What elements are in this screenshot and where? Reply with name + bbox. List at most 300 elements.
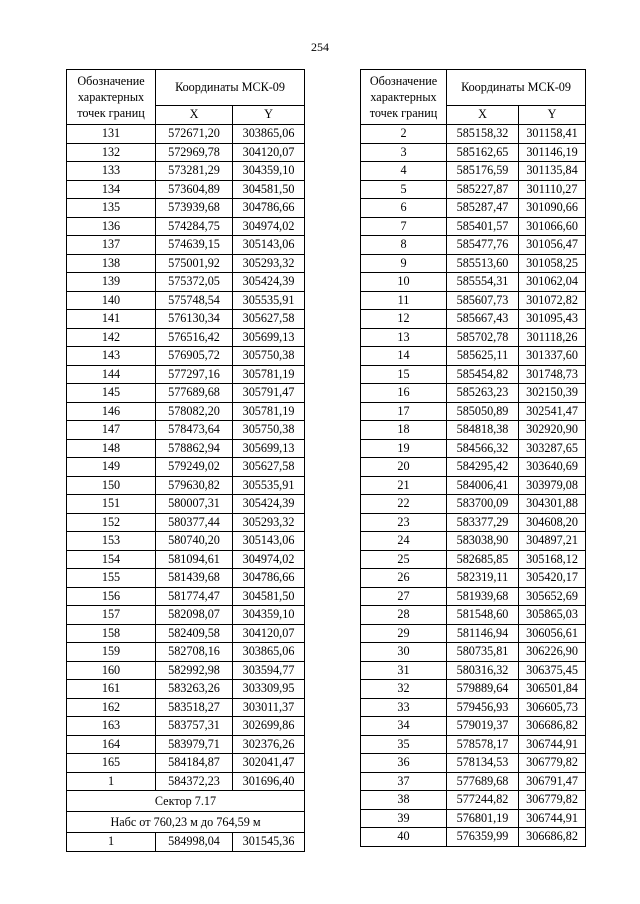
table-row (67, 624, 305, 643)
table-row (67, 254, 305, 273)
x-coordinate-cell: 584372,23 (156, 772, 233, 791)
x-coordinate-cell: 576801,19 (447, 809, 519, 828)
y-coordinate-cell: 304359,10 (233, 162, 305, 181)
table-row (67, 125, 305, 144)
x-coordinate-cell: 580007,31 (156, 495, 233, 514)
table-row (361, 735, 586, 754)
point-number-cell: 6 (361, 199, 447, 218)
x-coordinate-cell: 585667,43 (447, 310, 519, 329)
y-coordinate-cell: 304120,07 (233, 624, 305, 643)
table-row (67, 199, 305, 218)
x-coordinate-cell: 573939,68 (156, 199, 233, 218)
header-coordinates: Координаты МСК-09 (447, 70, 586, 106)
y-coordinate-cell: 305699,13 (233, 439, 305, 458)
table-row (361, 532, 586, 551)
x-coordinate-cell: 581146,94 (447, 624, 519, 643)
x-coordinate-cell: 583377,29 (447, 513, 519, 532)
point-number-cell: 38 (361, 791, 447, 810)
point-number-cell: 149 (67, 458, 156, 477)
y-coordinate-cell: 306791,47 (519, 772, 586, 791)
point-number-cell: 10 (361, 273, 447, 292)
point-number-cell: 143 (67, 347, 156, 366)
point-number-cell: 29 (361, 624, 447, 643)
x-coordinate-cell: 580735,81 (447, 643, 519, 662)
header-y: Y (519, 105, 586, 124)
y-coordinate-cell: 302541,47 (519, 402, 586, 421)
x-coordinate-cell: 574284,75 (156, 217, 233, 236)
table-row (67, 833, 305, 852)
point-number-cell: 160 (67, 661, 156, 680)
y-coordinate-cell: 301056,47 (519, 236, 586, 255)
x-coordinate-cell: 577689,68 (447, 772, 519, 791)
y-coordinate-cell: 301545,36 (233, 833, 305, 852)
table-row (361, 125, 586, 144)
table-row (67, 476, 305, 495)
y-coordinate-cell: 301066,60 (519, 217, 586, 236)
coordinates-table-right (360, 69, 586, 847)
x-coordinate-cell: 579249,02 (156, 458, 233, 477)
x-coordinate-cell: 575748,54 (156, 291, 233, 310)
table-row (67, 217, 305, 236)
point-number-cell: 13 (361, 328, 447, 347)
y-coordinate-cell: 305627,58 (233, 310, 305, 329)
x-coordinate-cell: 585176,59 (447, 162, 519, 181)
point-number-cell: 153 (67, 532, 156, 551)
x-coordinate-cell: 584184,87 (156, 754, 233, 773)
y-coordinate-cell: 306375,45 (519, 661, 586, 680)
y-coordinate-cell: 305781,19 (233, 365, 305, 384)
point-number-cell: 14 (361, 347, 447, 366)
table-row (67, 236, 305, 255)
table-row (361, 402, 586, 421)
x-coordinate-cell: 582409,58 (156, 624, 233, 643)
table-row (361, 143, 586, 162)
y-coordinate-cell: 303865,06 (233, 125, 305, 144)
y-coordinate-cell: 302150,39 (519, 384, 586, 403)
y-coordinate-cell: 302920,90 (519, 421, 586, 440)
y-coordinate-cell: 306686,82 (519, 828, 586, 847)
table-row (361, 754, 586, 773)
table-row (361, 698, 586, 717)
table-row (67, 717, 305, 736)
point-number-cell: 3 (361, 143, 447, 162)
table-row (361, 791, 586, 810)
x-coordinate-cell: 578578,17 (447, 735, 519, 754)
y-coordinate-cell: 304974,02 (233, 550, 305, 569)
table-row (67, 754, 305, 773)
point-number-cell: 8 (361, 236, 447, 255)
y-coordinate-cell: 305293,32 (233, 513, 305, 532)
x-coordinate-cell: 585401,57 (447, 217, 519, 236)
x-coordinate-cell: 578473,64 (156, 421, 233, 440)
y-coordinate-cell: 305424,39 (233, 273, 305, 292)
y-coordinate-cell: 304897,21 (519, 532, 586, 551)
x-coordinate-cell: 585625,11 (447, 347, 519, 366)
sector-title: Сектор 7.17 (67, 791, 305, 812)
x-coordinate-cell: 585454,82 (447, 365, 519, 384)
header-point-designation: Обозначение характерных точек границ (361, 70, 447, 125)
point-number-cell: 140 (67, 291, 156, 310)
x-coordinate-cell: 572969,78 (156, 143, 233, 162)
x-coordinate-cell: 575001,92 (156, 254, 233, 273)
y-coordinate-cell: 303011,37 (233, 698, 305, 717)
y-coordinate-cell: 305627,58 (233, 458, 305, 477)
y-coordinate-cell: 306744,91 (519, 809, 586, 828)
y-coordinate-cell: 303865,06 (233, 643, 305, 662)
table-row (67, 532, 305, 551)
x-coordinate-cell: 585162,65 (447, 143, 519, 162)
point-number-cell: 23 (361, 513, 447, 532)
x-coordinate-cell: 579019,37 (447, 717, 519, 736)
table-row (361, 310, 586, 329)
table-row (361, 439, 586, 458)
x-coordinate-cell: 580316,32 (447, 661, 519, 680)
point-number-cell: 144 (67, 365, 156, 384)
x-coordinate-cell: 584818,38 (447, 421, 519, 440)
table-body (67, 833, 305, 852)
x-coordinate-cell: 584006,41 (447, 476, 519, 495)
y-coordinate-cell: 306686,82 (519, 717, 586, 736)
x-coordinate-cell: 581774,47 (156, 587, 233, 606)
x-coordinate-cell: 575372,05 (156, 273, 233, 292)
point-number-cell: 1 (67, 772, 156, 791)
x-coordinate-cell: 580740,20 (156, 532, 233, 551)
table-row (361, 291, 586, 310)
point-number-cell: 145 (67, 384, 156, 403)
x-coordinate-cell: 578134,53 (447, 754, 519, 773)
y-coordinate-cell: 305143,06 (233, 532, 305, 551)
x-coordinate-cell: 585607,73 (447, 291, 519, 310)
x-coordinate-cell: 574639,15 (156, 236, 233, 255)
table-row (361, 273, 586, 292)
table-row (361, 772, 586, 791)
y-coordinate-cell: 301062,04 (519, 273, 586, 292)
x-coordinate-cell: 577297,16 (156, 365, 233, 384)
y-coordinate-cell: 304120,07 (233, 143, 305, 162)
table-row (361, 384, 586, 403)
y-coordinate-cell: 304581,50 (233, 587, 305, 606)
x-coordinate-cell: 585263,23 (447, 384, 519, 403)
point-number-cell: 33 (361, 698, 447, 717)
y-coordinate-cell: 304608,20 (519, 513, 586, 532)
x-coordinate-cell: 583757,31 (156, 717, 233, 736)
point-number-cell: 135 (67, 199, 156, 218)
y-coordinate-cell: 304581,50 (233, 180, 305, 199)
point-number-cell: 24 (361, 532, 447, 551)
table-row (67, 291, 305, 310)
point-number-cell: 37 (361, 772, 447, 791)
y-coordinate-cell: 305143,06 (233, 236, 305, 255)
y-coordinate-cell: 301748,73 (519, 365, 586, 384)
y-coordinate-cell: 305420,17 (519, 569, 586, 588)
x-coordinate-cell: 583263,26 (156, 680, 233, 699)
point-number-cell: 152 (67, 513, 156, 532)
point-number-cell: 4 (361, 162, 447, 181)
table-row (361, 661, 586, 680)
y-coordinate-cell: 302041,47 (233, 754, 305, 773)
y-coordinate-cell: 305699,13 (233, 328, 305, 347)
x-coordinate-cell: 576359,99 (447, 828, 519, 847)
table-row (361, 458, 586, 477)
y-coordinate-cell: 301090,66 (519, 199, 586, 218)
x-coordinate-cell: 576905,72 (156, 347, 233, 366)
y-coordinate-cell: 302699,86 (233, 717, 305, 736)
x-coordinate-cell: 581439,68 (156, 569, 233, 588)
x-coordinate-cell: 585227,87 (447, 180, 519, 199)
point-number-cell: 30 (361, 643, 447, 662)
point-number-cell: 25 (361, 550, 447, 569)
y-coordinate-cell: 306779,82 (519, 754, 586, 773)
y-coordinate-cell: 305168,12 (519, 550, 586, 569)
point-number-cell: 161 (67, 680, 156, 699)
x-coordinate-cell: 581939,68 (447, 587, 519, 606)
x-coordinate-cell: 583700,09 (447, 495, 519, 514)
x-coordinate-cell: 581094,61 (156, 550, 233, 569)
table-row (361, 513, 586, 532)
point-number-cell: 34 (361, 717, 447, 736)
point-number-cell: 40 (361, 828, 447, 847)
table-row (67, 587, 305, 606)
y-coordinate-cell: 306779,82 (519, 791, 586, 810)
table-row (361, 569, 586, 588)
sector-block (67, 791, 305, 833)
table-row (361, 587, 586, 606)
y-coordinate-cell: 301058,25 (519, 254, 586, 273)
y-coordinate-cell: 301135,84 (519, 162, 586, 181)
y-coordinate-cell: 301158,41 (519, 125, 586, 144)
x-coordinate-cell: 585702,78 (447, 328, 519, 347)
y-coordinate-cell: 301337,60 (519, 347, 586, 366)
point-number-cell: 146 (67, 402, 156, 421)
point-number-cell: 150 (67, 476, 156, 495)
x-coordinate-cell: 585050,89 (447, 402, 519, 421)
table-row (67, 643, 305, 662)
y-coordinate-cell: 301146,19 (519, 143, 586, 162)
x-coordinate-cell: 577244,82 (447, 791, 519, 810)
y-coordinate-cell: 305652,69 (519, 587, 586, 606)
x-coordinate-cell: 579630,82 (156, 476, 233, 495)
table-row (361, 328, 586, 347)
x-coordinate-cell: 585513,60 (447, 254, 519, 273)
y-coordinate-cell: 301110,27 (519, 180, 586, 199)
header-point-designation: Обозначение характерных точек границ (67, 70, 156, 125)
point-number-cell: 156 (67, 587, 156, 606)
point-number-cell: 21 (361, 476, 447, 495)
table-row (67, 550, 305, 569)
coordinates-table-left (66, 69, 305, 852)
x-coordinate-cell: 583038,90 (447, 532, 519, 551)
point-number-cell: 137 (67, 236, 156, 255)
header-coordinates: Координаты МСК-09 (156, 70, 305, 106)
y-coordinate-cell: 305750,38 (233, 347, 305, 366)
y-coordinate-cell: 305865,03 (519, 606, 586, 625)
point-number-cell: 158 (67, 624, 156, 643)
point-number-cell: 154 (67, 550, 156, 569)
table-row (361, 476, 586, 495)
table-row (67, 273, 305, 292)
table-row (67, 458, 305, 477)
x-coordinate-cell: 576130,34 (156, 310, 233, 329)
table-row (361, 199, 586, 218)
table-row (361, 365, 586, 384)
table-row (361, 809, 586, 828)
point-number-cell: 35 (361, 735, 447, 754)
table-row (67, 661, 305, 680)
table-row (361, 643, 586, 662)
y-coordinate-cell: 306226,90 (519, 643, 586, 662)
y-coordinate-cell: 304301,88 (519, 495, 586, 514)
point-number-cell: 155 (67, 569, 156, 588)
table-row (361, 550, 586, 569)
x-coordinate-cell: 584566,32 (447, 439, 519, 458)
y-coordinate-cell: 301072,82 (519, 291, 586, 310)
point-number-cell: 16 (361, 384, 447, 403)
y-coordinate-cell: 301696,40 (233, 772, 305, 791)
table-row (67, 310, 305, 329)
table-row (67, 439, 305, 458)
point-number-cell: 32 (361, 680, 447, 699)
x-coordinate-cell: 573604,89 (156, 180, 233, 199)
y-coordinate-cell: 306501,84 (519, 680, 586, 699)
y-coordinate-cell: 306605,73 (519, 698, 586, 717)
table-row (67, 513, 305, 532)
table-row (361, 162, 586, 181)
point-number-cell: 20 (361, 458, 447, 477)
table-row (361, 624, 586, 643)
point-number-cell: 28 (361, 606, 447, 625)
y-coordinate-cell: 305750,38 (233, 421, 305, 440)
table-row (361, 347, 586, 366)
x-coordinate-cell: 585554,31 (447, 273, 519, 292)
y-coordinate-cell: 303640,69 (519, 458, 586, 477)
table-row (67, 606, 305, 625)
x-coordinate-cell: 583518,27 (156, 698, 233, 717)
table-body (67, 125, 305, 791)
x-coordinate-cell: 582708,16 (156, 643, 233, 662)
y-coordinate-cell: 303594,77 (233, 661, 305, 680)
page-number: 254 (311, 40, 329, 54)
point-number-cell: 22 (361, 495, 447, 514)
point-number-cell: 9 (361, 254, 447, 273)
point-number-cell: 31 (361, 661, 447, 680)
x-coordinate-cell: 582992,98 (156, 661, 233, 680)
point-number-cell: 138 (67, 254, 156, 273)
x-coordinate-cell: 585287,47 (447, 199, 519, 218)
point-number-cell: 27 (361, 587, 447, 606)
x-coordinate-cell: 580377,44 (156, 513, 233, 532)
y-coordinate-cell: 301118,26 (519, 328, 586, 347)
sector-note: Набс от 760,23 м до 764,59 м (67, 812, 305, 833)
point-number-cell: 139 (67, 273, 156, 292)
table-row (361, 606, 586, 625)
table-row (67, 421, 305, 440)
y-coordinate-cell: 306744,91 (519, 735, 586, 754)
point-number-cell: 148 (67, 439, 156, 458)
point-number-cell: 141 (67, 310, 156, 329)
y-coordinate-cell: 305535,91 (233, 291, 305, 310)
point-number-cell: 39 (361, 809, 447, 828)
table-row (67, 698, 305, 717)
x-coordinate-cell: 584998,04 (156, 833, 233, 852)
table-row (67, 735, 305, 754)
table-row (67, 569, 305, 588)
table-row (361, 254, 586, 273)
point-number-cell: 151 (67, 495, 156, 514)
x-coordinate-cell: 579889,64 (447, 680, 519, 699)
x-coordinate-cell: 582685,85 (447, 550, 519, 569)
y-coordinate-cell: 306056,61 (519, 624, 586, 643)
table-row (67, 328, 305, 347)
y-coordinate-cell: 305535,91 (233, 476, 305, 495)
y-coordinate-cell: 305791,47 (233, 384, 305, 403)
point-number-cell: 165 (67, 754, 156, 773)
header-x: X (156, 105, 233, 124)
table-row (67, 347, 305, 366)
table-row (361, 680, 586, 699)
point-number-cell: 147 (67, 421, 156, 440)
x-coordinate-cell: 572671,20 (156, 125, 233, 144)
y-coordinate-cell: 302376,26 (233, 735, 305, 754)
point-number-cell: 2 (361, 125, 447, 144)
point-number-cell: 36 (361, 754, 447, 773)
point-number-cell: 142 (67, 328, 156, 347)
y-coordinate-cell: 305293,32 (233, 254, 305, 273)
y-coordinate-cell: 301095,43 (519, 310, 586, 329)
x-coordinate-cell: 579456,93 (447, 698, 519, 717)
x-coordinate-cell: 581548,60 (447, 606, 519, 625)
x-coordinate-cell: 577689,68 (156, 384, 233, 403)
table-row (67, 384, 305, 403)
y-coordinate-cell: 304786,66 (233, 199, 305, 218)
table-row (67, 180, 305, 199)
x-coordinate-cell: 582098,07 (156, 606, 233, 625)
x-coordinate-cell: 578862,94 (156, 439, 233, 458)
point-number-cell: 134 (67, 180, 156, 199)
y-coordinate-cell: 303287,65 (519, 439, 586, 458)
point-number-cell: 17 (361, 402, 447, 421)
table-row (67, 402, 305, 421)
table-row (67, 680, 305, 699)
point-number-cell: 164 (67, 735, 156, 754)
table-row (67, 495, 305, 514)
x-coordinate-cell: 585158,32 (447, 125, 519, 144)
point-number-cell: 26 (361, 569, 447, 588)
point-number-cell: 18 (361, 421, 447, 440)
y-coordinate-cell: 304786,66 (233, 569, 305, 588)
point-number-cell: 133 (67, 162, 156, 181)
y-coordinate-cell: 303979,08 (519, 476, 586, 495)
point-number-cell: 157 (67, 606, 156, 625)
point-number-cell: 163 (67, 717, 156, 736)
table-row (361, 828, 586, 847)
point-number-cell: 132 (67, 143, 156, 162)
y-coordinate-cell: 305424,39 (233, 495, 305, 514)
point-number-cell: 1 (67, 833, 156, 852)
point-number-cell: 5 (361, 180, 447, 199)
point-number-cell: 162 (67, 698, 156, 717)
point-number-cell: 11 (361, 291, 447, 310)
x-coordinate-cell: 578082,20 (156, 402, 233, 421)
table-row (67, 143, 305, 162)
x-coordinate-cell: 585477,76 (447, 236, 519, 255)
table-row (67, 162, 305, 181)
x-coordinate-cell: 582319,11 (447, 569, 519, 588)
y-coordinate-cell: 305781,19 (233, 402, 305, 421)
header-x: X (447, 105, 519, 124)
table-row (361, 180, 586, 199)
point-number-cell: 15 (361, 365, 447, 384)
table-row (67, 365, 305, 384)
